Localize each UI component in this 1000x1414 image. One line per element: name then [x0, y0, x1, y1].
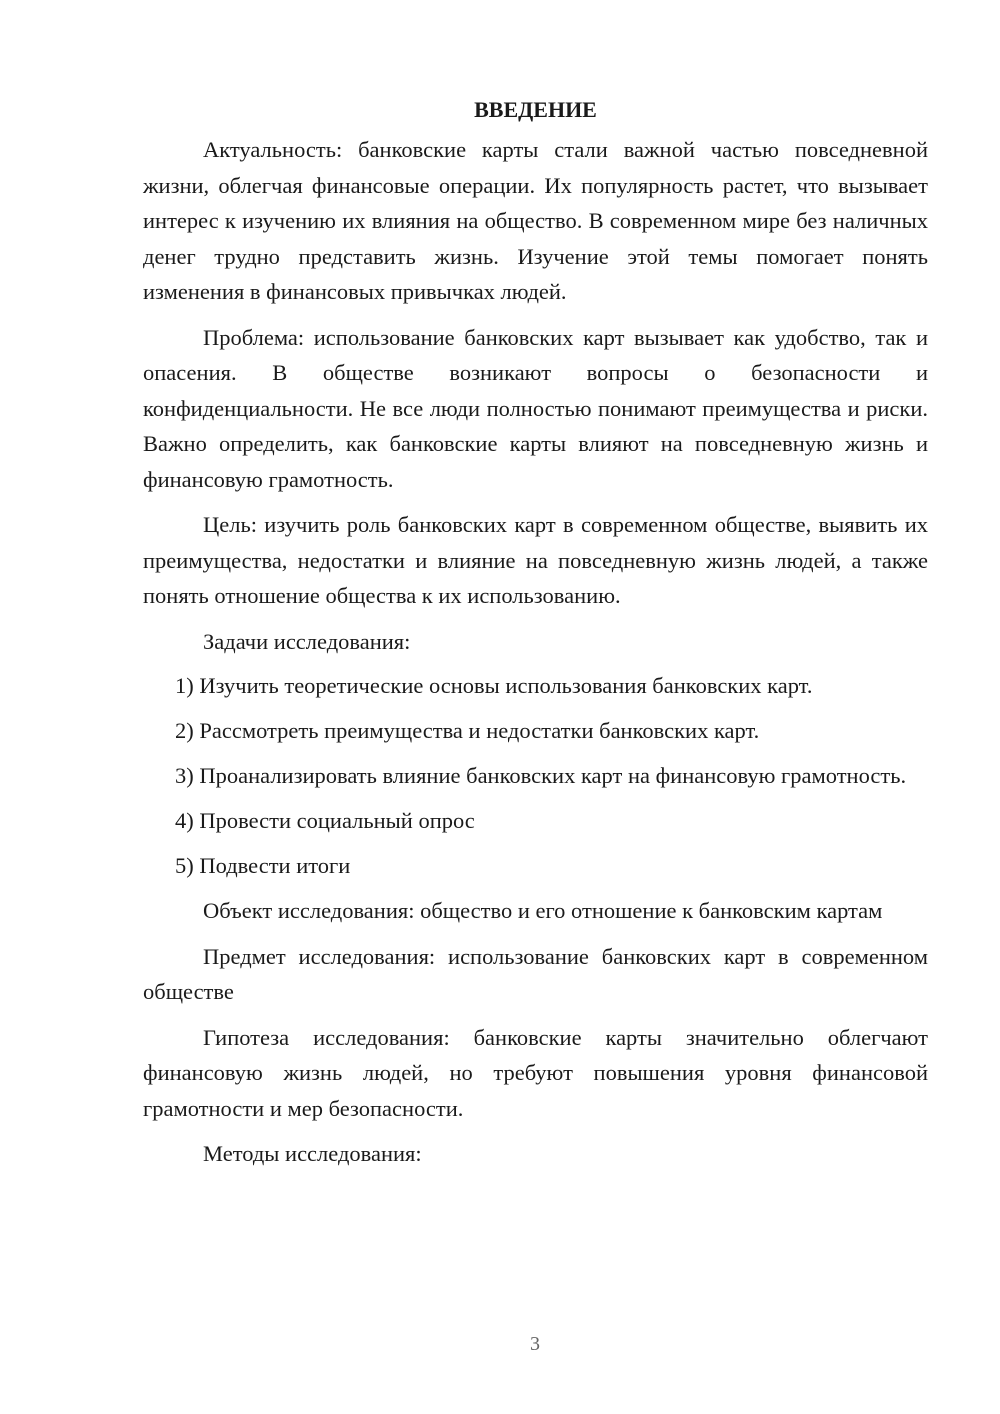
- task-item-2: 2) Рассмотреть преимущества и недостатки банковских карт.: [175, 718, 760, 743]
- task-item-5: 5) Подвести итоги: [175, 853, 351, 878]
- paragraph-problem: Проблема: использование банковских карт вызывает как удобство, так и опасения. В обществе возникают вопросы о безопасности и конфиденциальности. Не все люди полностью понимают преимущества и риски. Важно определить, как банковские карты влияют на повседневную жизнь и финансовую грамотность.: [143, 324, 928, 492]
- page-number: 3: [530, 1333, 540, 1355]
- tasks-list: [143, 668, 928, 884]
- paragraph-hypothesis: Гипотеза исследования: банковские карты значительно облегчают финансовую жизнь людей, но требуют повышения уровня финансовой грамотности и мер безопасности.: [143, 1024, 928, 1121]
- paragraph-subject: Предмет исследования: использование банковских карт в современном обществе: [143, 943, 928, 1004]
- task-item-1: 1) Изучить теоретические основы использования банковских карт.: [175, 673, 813, 698]
- task-item-3: 3) Проанализировать влияние банковских карт на финансовую грамотность.: [175, 763, 907, 788]
- paragraph-object: Объект исследования: общество и его отношение к банковским картам: [203, 898, 883, 923]
- document-page: [143, 92, 928, 1181]
- paragraph-goal: Цель: изучить роль банковских карт в современном обществе, выявить их преимущества, недостатки и влияние на повседневную жизнь людей, а также понять отношение общества к их использованию.: [143, 512, 928, 608]
- methods-heading: Методы исследования:: [203, 1141, 422, 1166]
- paragraph-relevance: Актуальность: банковские карты стали важной частью повседневной жизни, облегчая финансовые операции. Их популярность растет, что вызывает интерес к изучению их влияния на общество. В современном мире без наличных денег трудно представить жизнь. Изучение этой темы помогает понять изменения в финансовых привычках людей.: [143, 137, 928, 304]
- task-item-4: 4) Провести социальный опрос: [175, 808, 475, 833]
- tasks-heading: Задачи исследования:: [203, 628, 411, 654]
- section-title: ВВЕДЕНИЕ: [474, 97, 597, 122]
